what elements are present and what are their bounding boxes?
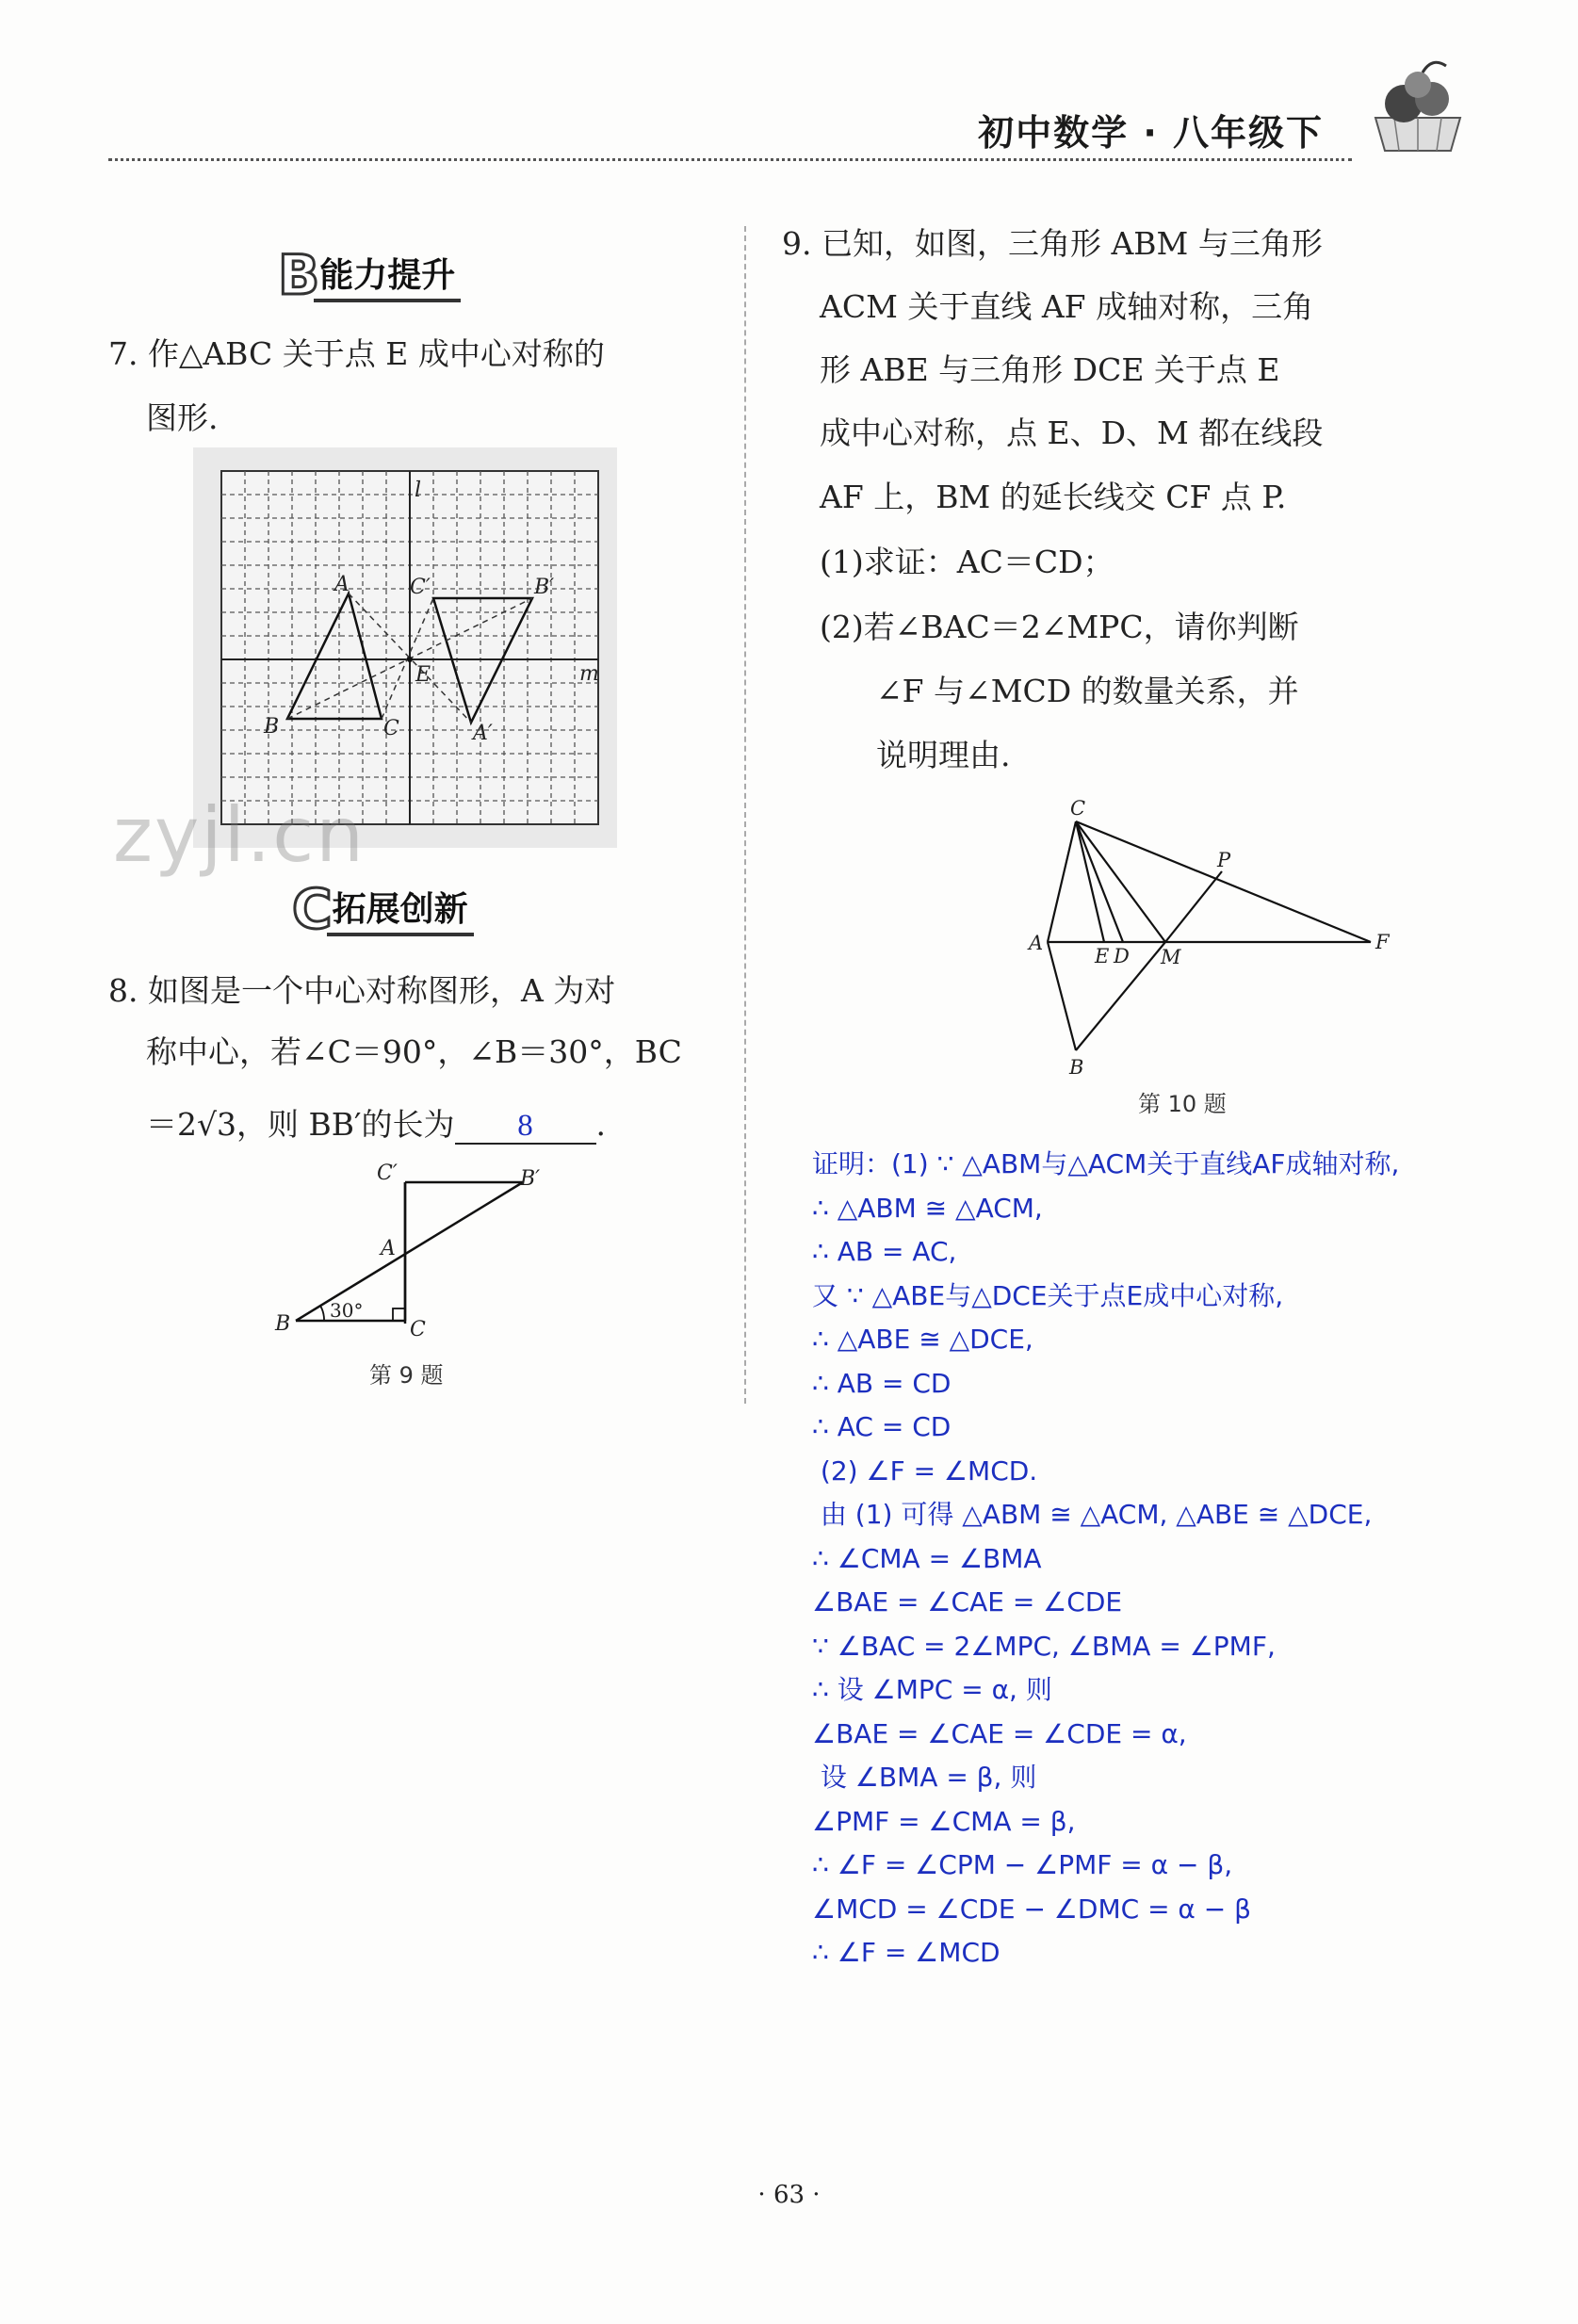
- section-b-badge: [278, 243, 461, 307]
- q7-label-c-prime: C′: [410, 576, 431, 599]
- page-number: · 63 ·: [757, 2181, 821, 2209]
- q8-figure-caption: 第 9 题: [369, 1362, 444, 1389]
- solution-line: ∵ ∠BAC = 2∠MPC, ∠BMA = ∠PMF,: [812, 1630, 1276, 1662]
- q9-label-p: P: [1217, 849, 1231, 871]
- q7-text-line2: 图形.: [146, 399, 219, 436]
- q9-label-a: A: [1029, 932, 1044, 954]
- q9-text-line5: AF 上，BM 的延长线交 CF 点 P.: [820, 479, 1287, 515]
- solution-line: ∠BAE = ∠CAE = ∠CDE = α,: [812, 1717, 1187, 1749]
- q9-text-line3: 形 ABE 与三角形 DCE 关于点 E: [820, 351, 1280, 388]
- q9-part2-line2: ∠F 与∠MCD 的数量关系，并: [876, 673, 1299, 709]
- q7-label-b-prime: B′: [534, 576, 555, 599]
- solution-line: 设 ∠BMA = β, 则: [812, 1762, 1037, 1793]
- q7-label-c: C: [383, 717, 399, 740]
- q7-label-m: m: [579, 662, 599, 686]
- header-fruit-basket-icon: [1357, 52, 1479, 155]
- solution-line: (2) ∠F = ∠MCD.: [812, 1455, 1038, 1487]
- section-b-title: 能力提升: [314, 249, 461, 302]
- book-header-title: 初中数学 · 八年级下: [978, 112, 1324, 154]
- solution-line: ∠MCD = ∠CDE − ∠DMC = α − β: [812, 1893, 1252, 1925]
- solution-line: ∠PMF = ∠CMA = β,: [812, 1805, 1076, 1837]
- solution-line: 证明：(1) ∵ △ABM与△ACM关于直线AF成轴对称,: [812, 1148, 1400, 1179]
- solution-line: ∴ AB = CD: [812, 1367, 952, 1399]
- solution-line: 又 ∵ △ABE与△DCE关于点E成中心对称,: [812, 1279, 1284, 1311]
- solution-line: ∴ △ABE ≅ △DCE,: [812, 1324, 1033, 1355]
- q9-part2-line1: (2)若∠BAC＝2∠MPC，请你判断: [820, 609, 1299, 645]
- q9-part1: (1)求证：AC＝CD；: [820, 544, 1114, 580]
- q7-label-e: E: [415, 663, 431, 687]
- header-divider: [108, 158, 1352, 161]
- solution-line: ∴ AC = CD: [812, 1411, 952, 1442]
- q7-label-b: B: [264, 715, 280, 739]
- watermark-text: zyjl.cn: [113, 791, 366, 879]
- q9-label-m: M: [1161, 946, 1181, 968]
- column-divider: [744, 226, 746, 1404]
- q7-grid-figure: [193, 447, 617, 848]
- solution-line: ∴ △ABM ≅ △ACM,: [812, 1192, 1043, 1224]
- q8-text-line1: 8. 如图是一个中心对称图形，A 为对: [108, 972, 616, 1009]
- section-c-letter: C: [292, 877, 333, 941]
- section-b-letter: B: [278, 243, 320, 307]
- q8-figure: [264, 1159, 575, 1347]
- q9-label-f: F: [1375, 931, 1390, 953]
- q7-label-a-prime: A′: [473, 722, 493, 745]
- q8-text-line3-prefix: ＝2√3，则 BB′的长为: [146, 1106, 455, 1143]
- q9-text-line4: 成中心对称，点 E、D、M 都在线段: [820, 414, 1324, 451]
- q8-label-b: B: [275, 1312, 291, 1336]
- solution-line: 由 (1) 可得 △ABM ≅ △ACM, △ABE ≅ △DCE,: [812, 1499, 1373, 1530]
- q8-label-c-prime: C′: [377, 1162, 398, 1185]
- solution-line: ∠BAE = ∠CAE = ∠CDE: [812, 1586, 1123, 1617]
- q9-label-d: D: [1114, 945, 1130, 967]
- q8-label-a: A: [381, 1237, 396, 1260]
- q9-label-b: B: [1069, 1056, 1084, 1079]
- q9-text-line1: 9. 已知，如图，三角形 ABM 与三角形: [782, 225, 1323, 262]
- q8-label-angle: 30°: [330, 1299, 364, 1322]
- q9-label-c: C: [1070, 797, 1086, 820]
- q8-text-line3-suffix: .: [595, 1106, 607, 1143]
- solution-line: ∴ ∠CMA = ∠BMA: [812, 1542, 1042, 1574]
- q9-figure: [1017, 791, 1394, 1083]
- q8-text-line3: [146, 1093, 606, 1157]
- q7-text-line1: 7. 作△ABC 关于点 E 成中心对称的: [108, 335, 605, 372]
- q8-text-line2: 称中心，若∠C＝90°，∠B＝30°，BC: [146, 1033, 682, 1070]
- solution-line: ∴ ∠F = ∠MCD: [812, 1937, 1000, 1968]
- q9-text-line2: ACM 关于直线 AF 成轴对称，三角: [820, 288, 1314, 325]
- q9-label-e: E: [1095, 945, 1110, 967]
- q9-part2-line3: 说明理由.: [876, 737, 1011, 773]
- solution-line: ∴ ∠F = ∠CPM − ∠PMF = α − β,: [812, 1849, 1233, 1880]
- q7-label-l: l: [415, 479, 422, 502]
- solution-line: ∴ 设 ∠MPC = α, 则: [812, 1674, 1052, 1705]
- q8-answer-blank: 8: [455, 1109, 596, 1145]
- section-c-title: 拓展创新: [327, 883, 474, 936]
- solution-block: [812, 1143, 1399, 1975]
- section-c-badge: [292, 877, 474, 941]
- q7-label-a: A: [334, 573, 350, 596]
- q8-label-c: C: [410, 1318, 426, 1341]
- q8-label-b-prime: B′: [520, 1167, 541, 1191]
- solution-line: ∴ AB = AC,: [812, 1236, 957, 1267]
- q9-figure-caption: 第 10 题: [1138, 1091, 1227, 1117]
